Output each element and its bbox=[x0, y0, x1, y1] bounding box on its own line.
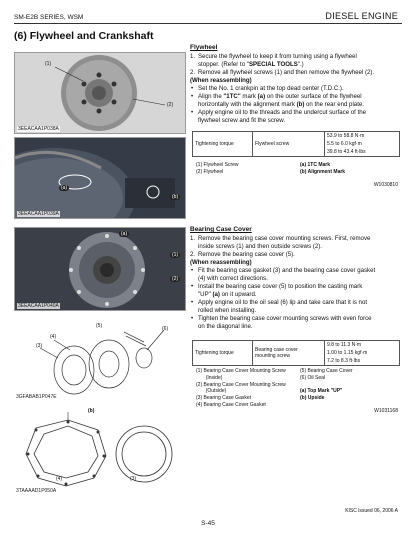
step-1: 1. Remove the bearing case cover mounting screws. First, remove inside screws (1) and then outside screws (2). bbox=[190, 235, 371, 251]
section-name: DIESEL ENGINE bbox=[325, 11, 398, 21]
torque-label: Tightening torque bbox=[193, 341, 253, 366]
bullet-1: • Set the No. 1 crankpin at the top dead center (T.D.C.). bbox=[191, 85, 344, 93]
bearing-cover-illustration bbox=[15, 228, 186, 311]
gasket-drawing bbox=[14, 408, 186, 496]
case-gasket-callout: (3) bbox=[130, 476, 137, 482]
legend-row: (4) Bearing Case Cover Gasket bbox=[196, 401, 266, 408]
bullet-1: • Fit the bearing case gasket (3) and the bearing case cover gasket (4) with correct directions. bbox=[191, 267, 376, 283]
flywheel-illustration bbox=[15, 53, 186, 134]
torque-value-nm: 9.8 to 11.3 N·m bbox=[325, 341, 400, 350]
tc-mark-photo bbox=[14, 137, 186, 219]
flywheel-section bbox=[190, 44, 400, 125]
flywheel-legend bbox=[196, 162, 396, 176]
torque-item: Flywheel screw bbox=[253, 132, 325, 157]
step-2: 2. Remove the bearing case cover (5). bbox=[190, 251, 295, 259]
figure-caption: 3GFABAB1P047E bbox=[16, 394, 57, 400]
flywheel-heading: Flywheel bbox=[190, 44, 218, 51]
outside-screw-callout: (2) bbox=[172, 276, 179, 282]
flywheel-photo bbox=[14, 52, 186, 134]
bearing-code: W1031168 bbox=[374, 408, 398, 414]
torque-value-ftlb: 39.8 to 43.4 ft·lbs bbox=[325, 148, 400, 157]
cover-gasket-callout: (4) bbox=[56, 476, 63, 482]
flywheel-callout: (2) bbox=[167, 102, 174, 108]
figure-caption: 3EEACAA1P039A bbox=[18, 211, 59, 217]
bullet-3: • Apply engine oil to the oil seal (6) lip and take care that it is not rolled when installing. bbox=[191, 298, 368, 314]
legend-row: (3) Bearing Case Gasket (b) Upside bbox=[196, 395, 325, 401]
legend-row: (Inside) (6) Oil Seal bbox=[196, 374, 326, 381]
legend-row: (1) Flywheel Screw (a) 1TC Mark bbox=[196, 162, 331, 168]
figure-caption: 3EEACAA1P038A bbox=[18, 126, 59, 132]
flywheel-torque-table bbox=[192, 131, 400, 157]
oil-seal-callout: (6) bbox=[162, 326, 169, 332]
exploded-drawing bbox=[14, 322, 186, 402]
header-rule bbox=[14, 23, 402, 24]
legend-row: (2) Bearing Case Cover Mounting Screw bbox=[196, 381, 286, 388]
torque-value-kgf: 5.5 to 6.0 kgf·m bbox=[325, 140, 400, 148]
figure-caption: 3TAAAAD1P050A bbox=[16, 488, 57, 494]
reassembling-heading: (When reassembling) bbox=[190, 77, 252, 85]
reassembling-heading: (When reassembling) bbox=[190, 259, 252, 267]
inside-screw-callout: (1) bbox=[172, 252, 179, 258]
top-mark-callout: (a) bbox=[121, 231, 128, 237]
manual-series: SM-E2B SERIES, WSM bbox=[14, 14, 84, 21]
legend-row: (Outside) (a) Top Mark "UP" bbox=[196, 388, 343, 395]
torque-item: Bearing case cover mounting screw bbox=[253, 341, 325, 366]
bullet-4: • Tighten the bearing case cover mounting screws with even force on the diagonal line. bbox=[191, 314, 372, 330]
bearing-legend bbox=[196, 368, 400, 409]
case-gasket-callout: (3) bbox=[36, 343, 43, 349]
step-2: 2. Remove all flywheel screws (1) and then remove the flywheel (2). bbox=[190, 69, 375, 77]
step-1: 1. Secure the flywheel to keep it from turning using a flywheel stopper. (Refer to "SPECIAL TOOLS".) bbox=[190, 53, 357, 69]
torque-value-ftlb: 7.2 to 8.3 ft·lbs bbox=[325, 357, 400, 366]
bullet-2: • Install the bearing case cover (5) to position the casting mark "UP" (a) on it upward. bbox=[191, 282, 363, 298]
bullet-3: • Apply engine oil to the threads and the undercut surface of the flywheel screw and fit the screw. bbox=[191, 108, 367, 124]
bearing-cover-photo bbox=[14, 227, 186, 311]
issue-info: KISC issued 06, 2006 A bbox=[345, 508, 398, 514]
bearing-section bbox=[190, 226, 400, 331]
torque-value-kgf: 1.00 to 1.15 kgf·m bbox=[325, 349, 400, 357]
page-title: (6) Flywheel and Crankshaft bbox=[14, 30, 154, 42]
gasket-diagram bbox=[14, 408, 186, 496]
tc-mark-illustration bbox=[15, 138, 186, 219]
figure-caption: 3EEACAA1P040A bbox=[18, 303, 59, 309]
bearing-heading: Bearing Case Cover bbox=[190, 226, 252, 233]
flywheel-screw-callout: (1) bbox=[45, 61, 52, 67]
cover-gasket-callout: (4) bbox=[50, 334, 57, 340]
legend-row: (2) Flywheel (b) Alignment Mark bbox=[196, 168, 346, 175]
page-number: S-45 bbox=[201, 520, 215, 527]
flywheel-code: W1030810 bbox=[373, 182, 398, 188]
1tc-mark-callout: (a) bbox=[61, 185, 68, 191]
torque-value-nm: 53.9 to 58.8 N·m bbox=[325, 132, 400, 141]
bullet-2: • Align the "1TC" mark (a) on the outer surface of the flywheel horizontally with the alignment mark (b) on the rear end plate. bbox=[191, 93, 364, 108]
legend-row: (1) Bearing Case Cover Mounting Screw (5) Bearing Case Cover bbox=[196, 368, 353, 374]
upside-callout: (b) bbox=[88, 408, 95, 414]
alignment-mark-callout: (b) bbox=[172, 194, 179, 200]
torque-label: Tightening torque bbox=[193, 132, 253, 157]
exploded-diagram bbox=[14, 322, 186, 402]
cover-callout: (5) bbox=[96, 323, 103, 329]
bearing-torque-table bbox=[192, 340, 400, 366]
